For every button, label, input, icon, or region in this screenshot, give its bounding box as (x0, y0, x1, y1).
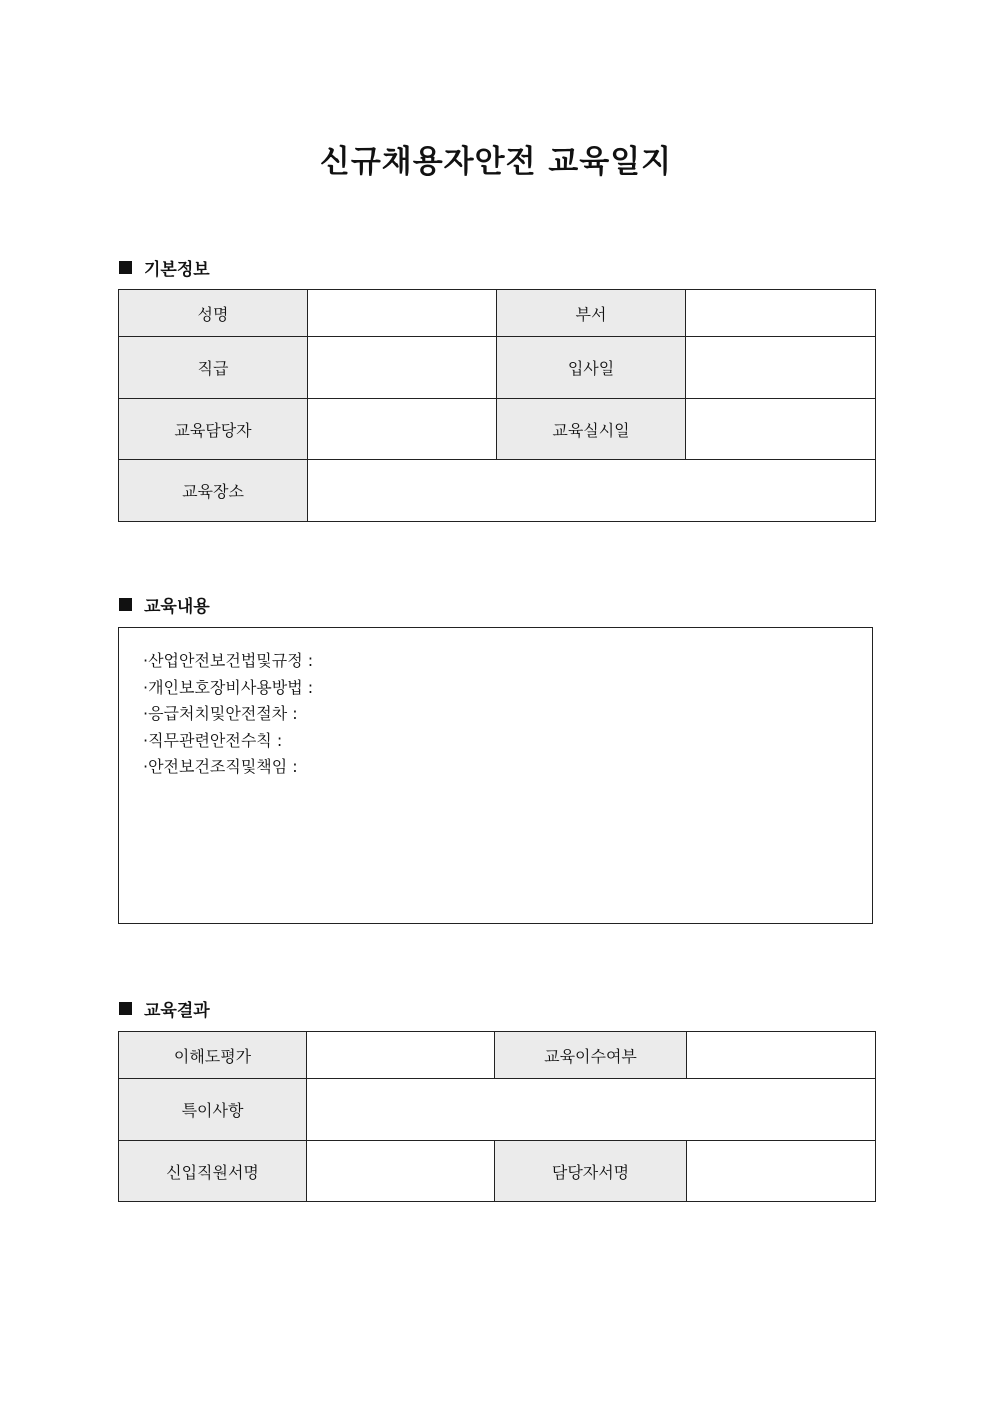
training-date-field[interactable] (686, 399, 876, 460)
remarks-field[interactable] (307, 1079, 876, 1141)
content-item: ·안전보건조직및책임 : (143, 757, 298, 777)
square-bullet-icon (119, 598, 132, 611)
location-field[interactable] (308, 460, 876, 522)
content-item: ·개인보호장비사용방법 : (143, 677, 314, 697)
content-heading-text: 교육내용 (144, 597, 210, 617)
content-box[interactable] (118, 627, 873, 924)
instructor-label: 교육담당자 (119, 399, 308, 460)
content-heading (119, 592, 210, 617)
hire-date-label: 입사일 (497, 337, 686, 399)
hire-date-field[interactable] (686, 337, 876, 399)
square-bullet-icon (119, 261, 132, 274)
employee-sign-label: 신입직원서명 (119, 1141, 307, 1202)
result-heading-text: 교육결과 (144, 1001, 210, 1021)
content-item: ·산업안전보건법및규정 : (143, 651, 314, 670)
table-row (119, 460, 876, 522)
instructor-field[interactable] (308, 399, 497, 460)
table-row (119, 290, 876, 337)
basic-info-heading (119, 255, 210, 280)
table-row (119, 1079, 876, 1141)
position-field[interactable] (308, 337, 497, 399)
basic-info-table (118, 289, 876, 522)
document-title: 신규채용자안전 교육일지 (319, 144, 673, 180)
completion-field[interactable] (687, 1032, 876, 1079)
name-label: 성명 (119, 290, 308, 337)
understanding-label: 이해도평가 (119, 1032, 307, 1079)
completion-label: 교육이수여부 (495, 1032, 687, 1079)
training-date-label: 교육실시일 (497, 399, 686, 460)
department-label: 부서 (497, 290, 686, 337)
content-item: ·응급처치및안전절차 : (143, 704, 298, 724)
table-row (119, 337, 876, 399)
employee-sign-field[interactable] (307, 1141, 495, 1202)
position-label: 직급 (119, 337, 308, 399)
result-heading (119, 996, 210, 1021)
table-row (119, 399, 876, 460)
understanding-field[interactable] (307, 1032, 495, 1079)
basic-info-heading-text: 기본정보 (144, 260, 210, 280)
department-field[interactable] (686, 290, 876, 337)
manager-sign-field[interactable] (687, 1141, 876, 1202)
result-table (118, 1031, 876, 1202)
manager-sign-label: 담당자서명 (495, 1141, 687, 1202)
square-bullet-icon (119, 1002, 132, 1015)
location-label: 교육장소 (119, 460, 308, 522)
table-row (119, 1032, 876, 1079)
name-field[interactable] (308, 290, 497, 337)
remarks-label: 특이사항 (119, 1079, 307, 1141)
content-item: ·직무관련안전수칙 : (143, 730, 283, 750)
table-row (119, 1141, 876, 1202)
